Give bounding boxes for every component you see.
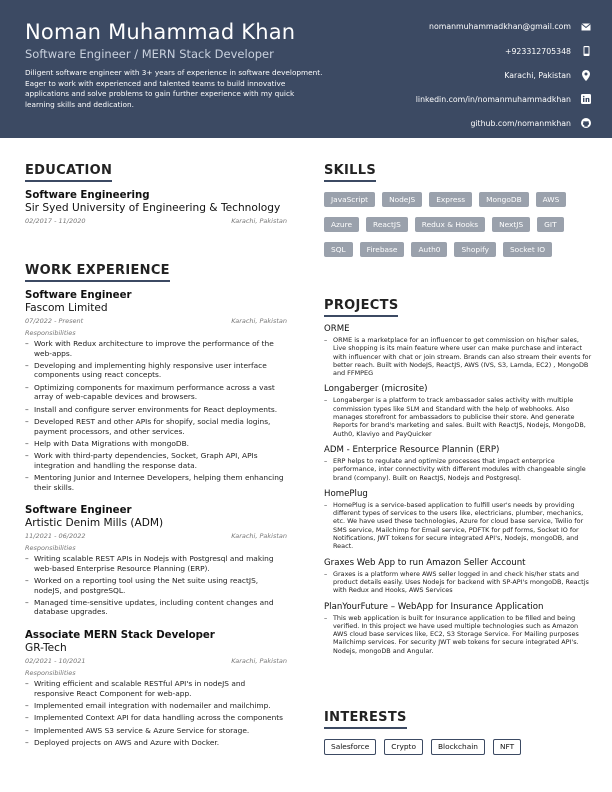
project-item <box>324 558 592 595</box>
list-item: – Worked on a reporting tool using the Net suite using reactJS, nodeJS, and postgreSQL. <box>25 576 287 595</box>
contact-email[interactable] <box>429 22 592 31</box>
linkedin-icon <box>580 94 592 104</box>
list-item: – Optimizing components for maximum performance across a vast array of web-capable devices and browsers. <box>25 383 287 402</box>
github-icon <box>580 118 592 128</box>
candidate-role: Software Engineer / MERN Stack Developer <box>25 47 274 61</box>
skills-heading: SKILLS <box>324 163 376 182</box>
list-item: – Implemented Context API for data handling across the components <box>25 713 287 723</box>
project-description: – ORME is a marketplace for an influencer to get commission on his/her sales, Live shopping is its main feature where user can make purchase and interact with influencer with chat or join stream. Brands can also stream their events for better reach. Built with NodeJS, ReactJS, AWS (IVS, S3, Lamda, EC2) , MongoDB and FFMPEG <box>324 336 592 377</box>
responsibilities-label: Responsibilities <box>25 544 76 553</box>
job-location: Karachi, Pakistan <box>231 317 287 325</box>
education-location: Karachi, Pakistan <box>231 217 287 225</box>
company-name: Artistic Denim Mills (ADM) <box>25 517 164 530</box>
project-item <box>324 384 592 437</box>
education-item <box>25 189 287 226</box>
interests-heading: INTERESTS <box>324 710 407 729</box>
list-item: – Deployed projects on AWS and Azure with Docker. <box>25 738 287 748</box>
responsibilities-label: Responsibilities <box>25 329 76 337</box>
interest-chip: Blockchain <box>431 739 485 755</box>
interest-chip: Crypto <box>384 739 423 755</box>
project-title: ORME <box>324 324 350 334</box>
job-meta <box>25 317 287 326</box>
job-role: Associate MERN Stack Developer <box>25 630 215 642</box>
job-dates: 02/2021 - 10/2021 <box>25 657 86 666</box>
skill-chip: GIT <box>537 217 563 232</box>
summary-text: Diligent software engineer with 3+ years of experience in software development. Eager to work with experienced and talented teams to build innovative applications and solve problems to gain further experience with my quick learning skills and dedication. <box>25 68 323 109</box>
skill-chip: Shopify <box>454 242 496 257</box>
degree-title: Software Engineering <box>25 190 150 201</box>
job-dates: 07/2022 - Present <box>25 317 84 325</box>
contact-phone[interactable] <box>505 46 592 56</box>
company-name: Fascom Limited <box>25 302 108 314</box>
skill-chip: Express <box>429 192 472 207</box>
contact-location-text: Karachi, Pakistan <box>504 71 571 80</box>
skills-row <box>324 242 596 267</box>
project-description: – Longaberger is a platform to track ambassador sales activity with multiple commission types like SLM and Standard with the help of webhooks. Also manages storefront for ambassadors to publicise their store. And generate Reports for brand's marketing and sales. Built with ReactJS, Nodejs, MongoDB, Auth0, Klaviyo and PayQuicker <box>324 396 592 437</box>
skills-section <box>324 192 596 267</box>
contact-location <box>504 70 592 81</box>
project-item <box>324 489 592 551</box>
responsibilities-label: Responsibilities <box>25 669 76 678</box>
contact-github[interactable] <box>470 118 592 128</box>
contact-phone-text[interactable]: +923312705348 <box>504 46 571 56</box>
contact-email-text[interactable]: nomanmuhammadkhan@gmail.com <box>429 22 571 31</box>
project-description: – ERP helps to regulate and optimize processes that impact enterprice performance, inter connectivity with different modules with changeable single brand (company). Built on ReactJS, Nodejs and Postgresql. <box>324 457 592 482</box>
list-item: – Help with Data Migrations with mongoDB. <box>25 439 287 449</box>
list-item: – Developing and implementing highly responsive user interface components using react concepts. <box>25 361 287 380</box>
work-item <box>25 289 287 492</box>
interest-chip: NFT <box>493 739 521 755</box>
phone-icon <box>580 46 592 56</box>
project-title: Graxes Web App to run Amazon Seller Account <box>324 557 526 568</box>
list-item: – Writing efficient and scalable RESTful API's in nodeJS and responsive React Component for web-app. <box>25 679 287 698</box>
skills-row <box>324 217 596 242</box>
skill-chip: AWS <box>536 192 567 207</box>
skill-chip: Firebase <box>360 242 405 257</box>
job-location: Karachi, Pakistan <box>231 657 287 666</box>
interests-section <box>324 739 529 755</box>
responsibilities-list <box>25 679 287 747</box>
list-item: – Developed REST and other APIs for shopify, social media logins, payment processors, and other services. <box>25 417 287 436</box>
job-role: Software Engineer <box>25 290 132 301</box>
list-item: – Install and configure server environments for React deployments. <box>25 405 287 415</box>
skill-chip: Redux & Hooks <box>415 217 485 232</box>
header-banner <box>0 0 612 138</box>
projects-section <box>324 324 592 662</box>
work-item <box>25 629 287 747</box>
contact-github-text[interactable]: github.com/nomanmkhan <box>470 118 571 128</box>
email-icon <box>580 23 592 31</box>
responsibilities-list <box>25 339 287 492</box>
job-meta <box>25 657 287 666</box>
education-meta <box>25 217 287 226</box>
project-item <box>324 324 592 377</box>
skills-row <box>324 192 596 217</box>
skill-chip: NextJS <box>492 217 530 232</box>
list-item: – Implemented email integration with nodemailer and mailchimp. <box>25 701 287 711</box>
list-item: – Writing scalable REST APIs in Nodejs with Postgresql and making web-based Enterprise Resource Planning (ERP). <box>25 554 287 573</box>
project-title: HomePlug <box>324 488 368 499</box>
contact-linkedin[interactable] <box>416 94 592 104</box>
job-dates: 11/2021 - 06/2022 <box>25 532 86 541</box>
skill-chip: Azure <box>324 217 359 232</box>
education-dates: 02/2017 - 11/2020 <box>25 217 86 225</box>
project-description: – Graxes is a platform where AWS seller logged in and check his/her stats and product details easily. Uses Nodejs for backend with SP-API's mongoDB, Reactjs with Redux and Hooks, AWS Services <box>324 570 592 595</box>
candidate-name: Noman Muhammad Khan <box>25 20 296 44</box>
skill-chip: SQL <box>324 242 353 257</box>
projects-heading: PROJECTS <box>324 298 398 317</box>
work-item <box>25 504 287 617</box>
project-description: – This web application is built for Insurance application to be filled and being verified. In this project we have used multiple technologies such as Amazon AWS cloud base services like, EC2, S3 Storage Service. For Mailing purposes Mailchimp services. For security JWT web tokens for secure integrated API's. Nodejs, mongoDB and Angular. <box>324 614 592 655</box>
skill-chip: Socket IO <box>503 242 552 257</box>
list-item: – Mentoring Junior and Internee Developers, helping them enhancing their skills. <box>25 473 287 492</box>
responsibilities-list <box>25 554 287 617</box>
job-location: Karachi, Pakistan <box>231 532 287 541</box>
project-title: Longaberger (microsite) <box>324 384 428 395</box>
education-heading: EDUCATION <box>25 163 112 182</box>
job-role: Software Engineer <box>25 505 132 517</box>
school-name: Sir Syed University of Engineering & Technology <box>25 202 281 214</box>
location-icon <box>580 70 592 81</box>
list-item: – Managed time-sensitive updates, including content changes and database upgrades. <box>25 598 287 617</box>
skill-chip: JavaScript <box>324 192 375 207</box>
project-title: PlanYourFuture – WebApp for Insurance Application <box>324 601 544 612</box>
project-title: ADM - Enterprice Resource Plannin (ERP) <box>324 444 500 455</box>
interest-chip: Salesforce <box>324 739 376 755</box>
contact-linkedin-text[interactable]: linkedin.com/in/nomanmuhammadkhan <box>415 94 571 104</box>
company-name: GR-Tech <box>25 642 67 655</box>
skill-chip: MongoDB <box>479 192 529 207</box>
work-heading: WORK EXPERIENCE <box>25 263 170 282</box>
project-item <box>324 445 592 482</box>
skill-chip: ReactJS <box>366 217 408 232</box>
list-item: – Implemented AWS S3 service & Azure Service for storage. <box>25 726 287 736</box>
list-item: – Work with Redux architecture to improve the performance of the web-apps. <box>25 339 287 358</box>
project-description: – HomePlug is a service-based application to fulfill user's needs by providing different types of services to the users like, electricians, plumber, mechanics, etc. We have used these technologies, Azure for cloud base service, Twilio for SMS service, Mailchimp for Email service, PDFTK for pdf forms, Socket IO for Notifications, JWT tokens for secure integrated API's, Nodejs, mongoDB, and React. <box>324 501 592 551</box>
job-meta <box>25 532 287 541</box>
education-section <box>25 189 287 238</box>
list-item: – Work with third-party dependencies, Socket, Graph API, APIs integration and handling the response data. <box>25 451 287 470</box>
work-section <box>25 289 287 759</box>
skill-chip: Auth0 <box>411 242 447 257</box>
skill-chip: NodeJS <box>382 192 422 207</box>
project-item <box>324 602 592 655</box>
